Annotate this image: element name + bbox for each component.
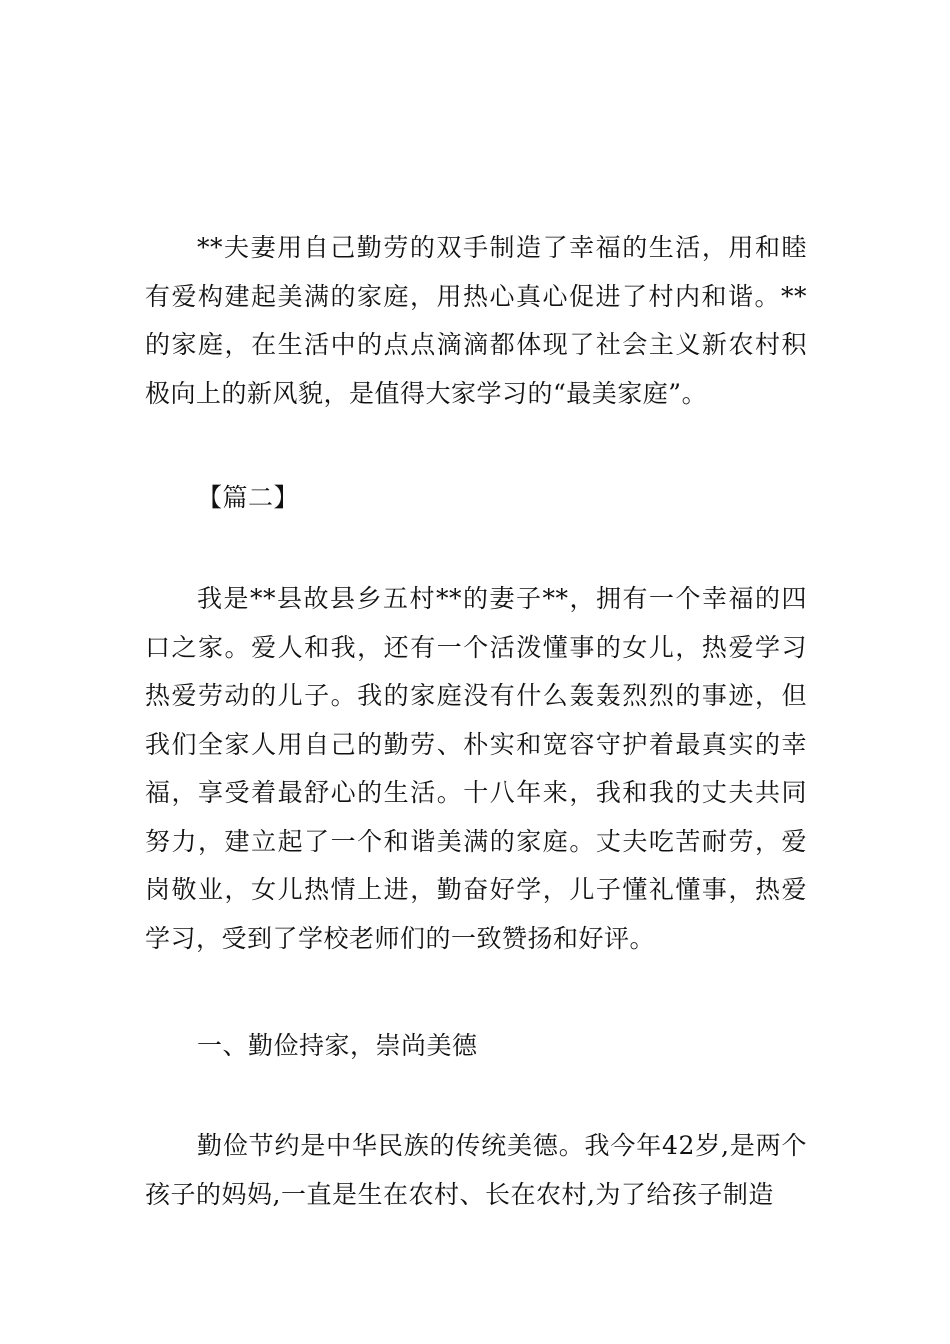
section-heading-text: 【篇二】 — [197, 483, 300, 512]
subsection-heading-text: 一、勤俭持家，崇尚美德 — [197, 1031, 478, 1060]
paragraph-family-summary — [145, 224, 807, 418]
paragraph-text: **夫妻用自己勤劳的双手制造了幸福的生活，用和睦有爱构建起美满的家庭，用热心真心促进了村内和谐。**的家庭，在生活中的点点滴滴都体现了社会主义新农村积极向上的新风貌，是值得大家学习的“最美家庭”。 — [145, 233, 807, 408]
section-heading — [145, 474, 807, 523]
paragraph-text: 我是**县故县乡五村**的妻子**，拥有一个幸福的四口之家。爱人和我，还有一个活泼懂事的女儿，热爱学习热爱劳动的儿子。我的家庭没有什么轰轰烈烈的事迹，但我们全家人用自己的勤劳、朴实和宽容守护着最真实的幸福，享受着最舒心的生活。十八年来，我和我的丈夫共同努力，建立起了一个和谐美满的家庭。丈夫吃苦耐劳，爱岗敬业，女儿热情上进，勤奋好学，儿子懂礼懂事，热爱学习，受到了学校老师们的一致赞扬和好评。 — [145, 584, 807, 953]
paragraph-text: 勤俭节约是中华民族的传统美德。我今年42岁,是两个孩子的妈妈,一直是生在农村、长在农村,为了给孩子制造 — [145, 1131, 807, 1209]
paragraph-thrift — [145, 1122, 807, 1219]
subsection-heading — [145, 1022, 807, 1071]
paragraph-introduction — [145, 575, 807, 963]
